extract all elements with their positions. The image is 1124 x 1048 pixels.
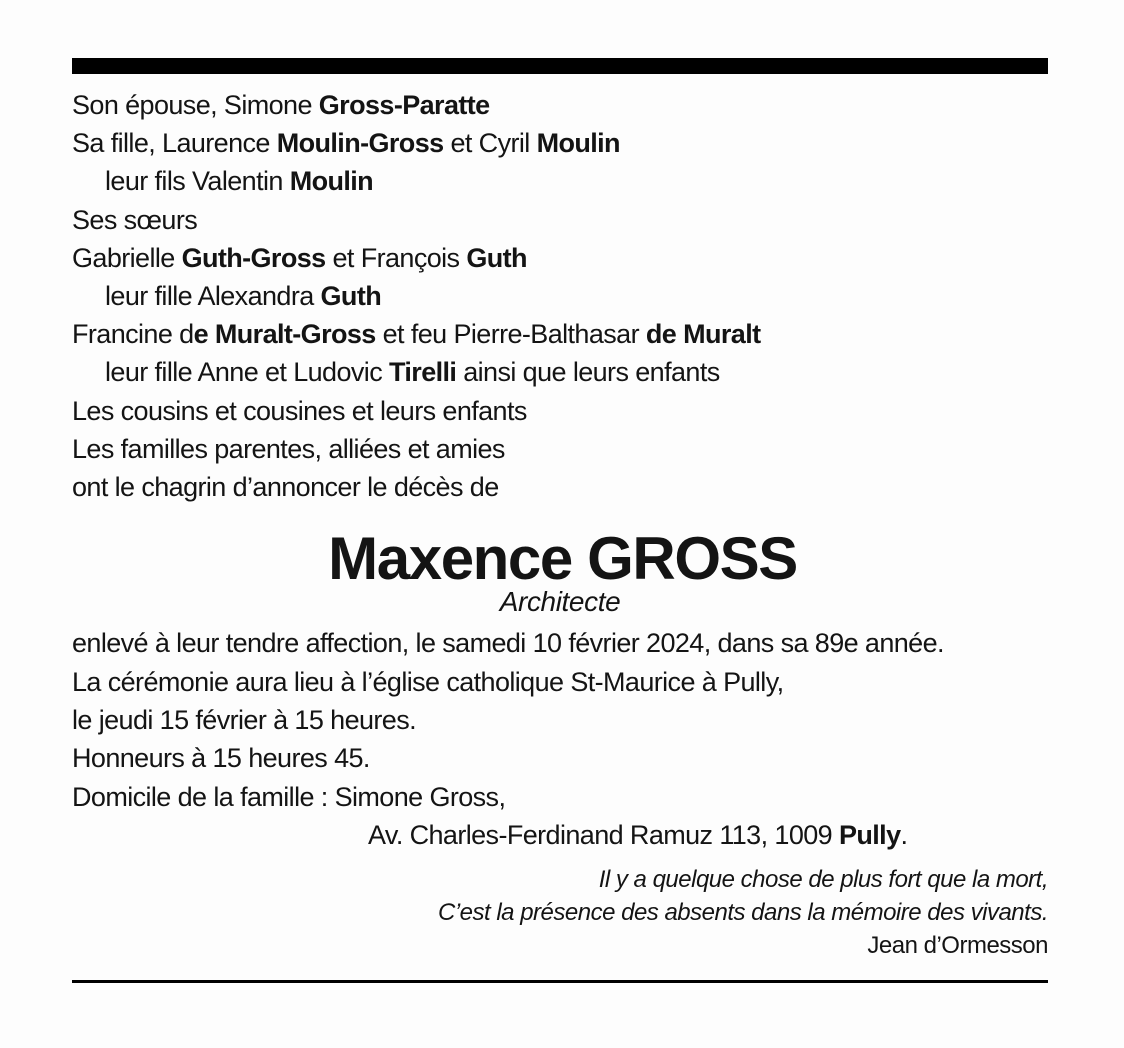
honours-line: Honneurs à 15 heures 45. — [72, 743, 370, 774]
family-name-bold: Guth — [466, 242, 527, 273]
family-text: Gabrielle — [72, 242, 182, 273]
quote-line-1: Il y a quelque chose de plus fort que la mort, — [598, 865, 1048, 893]
family-line — [72, 201, 1048, 239]
family-name-bold: Guth — [320, 281, 382, 312]
family-line — [72, 353, 1048, 391]
family-line — [72, 124, 1048, 162]
deceased-name: Maxence GROSS — [328, 525, 797, 593]
deceased-profession: Architecte — [499, 586, 621, 618]
address-street: Av. Charles-Ferdinand Ramuz 113, 1009 — [368, 820, 839, 851]
passing-line: enlevé à leur tendre affection, le samedi 10 février 2024, dans sa 89e année. — [72, 628, 944, 659]
address-end: . — [900, 820, 908, 851]
family-text: Les cousins et cousines et leurs enfants — [72, 395, 527, 426]
family-line — [72, 162, 1048, 200]
family-text: Sa fille, Laurence — [72, 128, 277, 159]
family-text: Les familles parentes, alliées et amies — [72, 433, 505, 464]
family-line — [72, 315, 1048, 353]
family-name-bold: de Muralt — [645, 319, 761, 350]
family-name-bold: Gross-Paratte — [318, 90, 490, 120]
family-line — [72, 277, 1048, 315]
family-name-bold: Tirelli — [389, 357, 457, 388]
family-line — [72, 430, 1048, 468]
ceremony-line: La cérémonie aura lieu à l’église catholique St-Maurice à Pully, — [72, 666, 784, 697]
family-name-bold: Guth-Gross — [181, 242, 326, 273]
family-text: et Cyril — [443, 128, 537, 159]
family-line — [72, 86, 1048, 124]
address-line — [72, 816, 1048, 854]
family-text: et feu Pierre-Balthasar — [375, 319, 646, 350]
address-city: Pully — [838, 820, 901, 851]
family-text: Son épouse, Simone — [72, 90, 319, 120]
family-list — [72, 86, 1048, 506]
family-name-bold: Moulin — [289, 166, 374, 197]
death-notice — [72, 58, 1048, 983]
quote-line-2: C’est la présence des absents dans la mémoire des vivants. — [438, 898, 1048, 926]
family-text: Ses sœurs — [72, 204, 198, 235]
family-line — [72, 392, 1048, 430]
family-text: leur fille Anne et Ludovic — [105, 357, 389, 388]
notice-details — [72, 624, 1048, 854]
family-name-bold: e Muralt-Gross — [193, 319, 376, 350]
quote — [72, 863, 1048, 929]
bottom-rule — [72, 980, 1048, 983]
family-text: leur fils Valentin — [105, 166, 290, 197]
family-line — [72, 239, 1048, 277]
family-text: Francine d — [72, 319, 194, 350]
family-text: leur fille Alexandra — [105, 281, 321, 312]
ceremony-time-line: le jeudi 15 février à 15 heures. — [72, 705, 417, 736]
family-text: ainsi que leurs enfants — [456, 357, 720, 388]
family-text: et François — [325, 242, 467, 273]
family-name-bold: Moulin — [536, 128, 620, 159]
quote-author: Jean d’Ormesson — [867, 931, 1048, 959]
family-name-bold: Moulin-Gross — [276, 128, 444, 159]
domicile-line: Domicile de la famille : Simone Gross, — [72, 781, 506, 812]
family-text: ont le chagrin d’annoncer le décès de — [72, 472, 499, 503]
top-rule — [72, 58, 1048, 74]
family-line — [72, 468, 1048, 506]
